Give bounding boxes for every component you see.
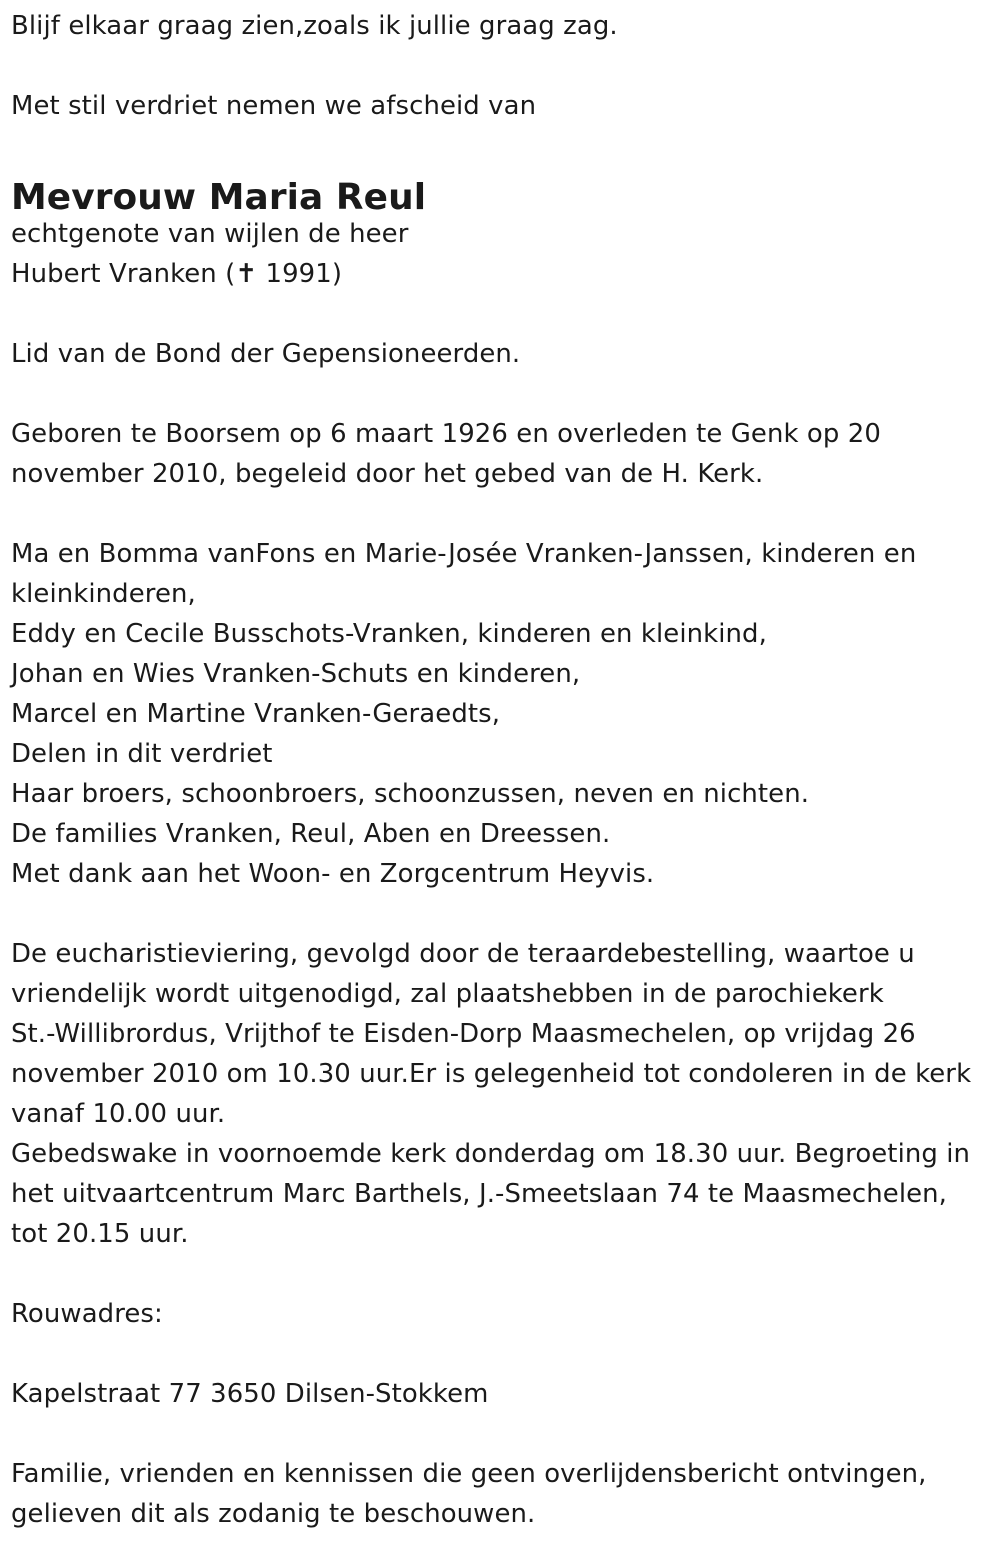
spacer bbox=[11, 894, 996, 934]
spouse-line: Hubert Vranken (✝ 1991) bbox=[11, 259, 343, 289]
paragraph-line: gelieven dit als zodanig te beschouwen. bbox=[11, 1499, 536, 1529]
intro-text: Met stil verdriet nemen we afscheid van bbox=[11, 91, 537, 121]
spacer bbox=[11, 1254, 996, 1294]
spacer bbox=[11, 374, 996, 414]
paragraph-line: november 2010 om 10.30 uur.Er is gelegenheid tot condoleren in de kerk bbox=[11, 1059, 972, 1089]
obituary-notice bbox=[11, 6, 996, 1534]
paragraph-line: tot 20.15 uur. bbox=[11, 1219, 189, 1249]
paragraph-line: vriendelijk wordt uitgenodigd, zal plaatshebben in de parochiekerk bbox=[11, 979, 884, 1009]
spacer bbox=[11, 46, 996, 86]
family-paragraph bbox=[11, 534, 996, 894]
paragraph-line: Gebedswake in voornoemde kerk donderdag om 18.30 uur. Begroeting in bbox=[11, 1139, 971, 1169]
paragraph-line: De eucharistieviering, gevolgd door de teraardebestelling, waartoe u bbox=[11, 939, 915, 969]
spacer bbox=[11, 1334, 996, 1374]
spacer bbox=[11, 294, 996, 334]
birth-death-paragraph bbox=[11, 414, 996, 494]
deceased-name: Mevrouw Maria Reul bbox=[11, 177, 427, 218]
membership-text: Lid van de Bond der Gepensioneerden. bbox=[11, 339, 521, 369]
paragraph-line: vanaf 10.00 uur. bbox=[11, 1099, 226, 1129]
spacer bbox=[11, 494, 996, 534]
paragraph-line: Haar broers, schoonbroers, schoonzussen, neven en nichten. bbox=[11, 779, 810, 809]
opening-quote: Blijf elkaar graag zien,zoals ik jullie graag zag. bbox=[11, 11, 618, 41]
spacer bbox=[11, 1414, 996, 1454]
paragraph-line: Eddy en Cecile Busschots-Vranken, kinderen en kleinkind, bbox=[11, 619, 767, 649]
address-text: Kapelstraat 77 3650 Dilsen-Stokkem bbox=[11, 1379, 489, 1409]
paragraph-line: Delen in dit verdriet bbox=[11, 739, 273, 769]
paragraph-line: het uitvaartcentrum Marc Barthels, J.-Smeetslaan 74 te Maasmechelen, bbox=[11, 1179, 948, 1209]
address-label: Rouwadres: bbox=[11, 1299, 163, 1329]
paragraph-line: Ma en Bomma vanFons en Marie-Josée Vranken-Janssen, kinderen en bbox=[11, 539, 917, 569]
paragraph-line: Johan en Wies Vranken-Schuts en kinderen, bbox=[11, 659, 581, 689]
closing-paragraph bbox=[11, 1454, 996, 1534]
spacer bbox=[11, 126, 996, 166]
paragraph-line: Met dank aan het Woon- en Zorgcentrum Heyvis. bbox=[11, 859, 655, 889]
paragraph-line: kleinkinderen, bbox=[11, 579, 196, 609]
paragraph-line: St.-Willibrordus, Vrijthof te Eisden-Dorp Maasmechelen, op vrijdag 26 bbox=[11, 1019, 916, 1049]
paragraph-line: november 2010, begeleid door het gebed van de H. Kerk. bbox=[11, 459, 764, 489]
spouse-line: echtgenote van wijlen de heer bbox=[11, 219, 409, 249]
paragraph-line: Familie, vrienden en kennissen die geen overlijdensbericht ontvingen, bbox=[11, 1459, 927, 1489]
paragraph-line: De families Vranken, Reul, Aben en Dreessen. bbox=[11, 819, 611, 849]
ceremony-paragraph bbox=[11, 934, 996, 1254]
paragraph-line: Geboren te Boorsem op 6 maart 1926 en overleden te Genk op 20 bbox=[11, 419, 881, 449]
paragraph-line: Marcel en Martine Vranken-Geraedts, bbox=[11, 699, 501, 729]
